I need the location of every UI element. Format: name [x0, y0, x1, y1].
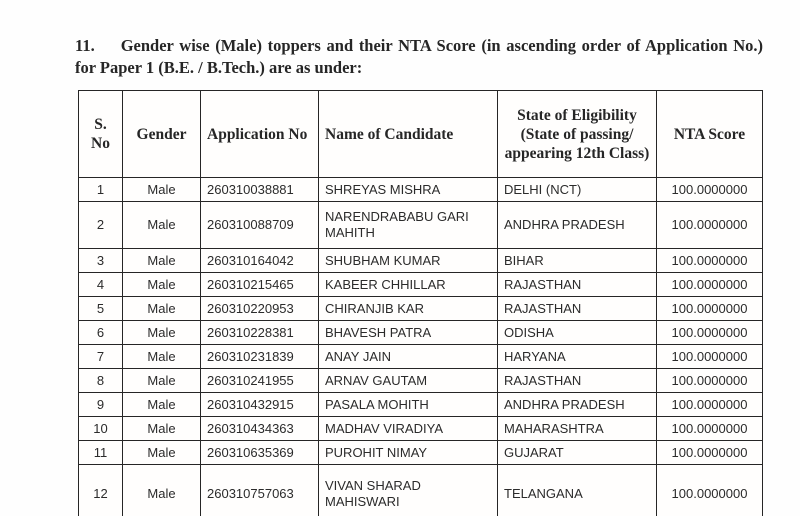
- cell-sno: 5: [79, 297, 123, 321]
- cell-sno: 4: [79, 273, 123, 297]
- cell-sno: 3: [79, 249, 123, 273]
- header-cell-sno: S. No: [79, 91, 123, 178]
- cell-candidate-name: CHIRANJIB KAR: [319, 297, 498, 321]
- table-header-row: [79, 91, 763, 178]
- cell-application-no: 260310215465: [201, 273, 319, 297]
- cell-candidate-name: KABEER CHHILLAR: [319, 273, 498, 297]
- cell-application-no: 260310432915: [201, 393, 319, 417]
- cell-nta-score: 100.0000000: [657, 441, 763, 465]
- cell-gender: Male: [123, 202, 201, 249]
- table-row: [79, 178, 763, 202]
- cell-state: BIHAR: [498, 249, 657, 273]
- cell-application-no: 260310757063: [201, 465, 319, 516]
- table-row: [79, 249, 763, 273]
- cell-candidate-name: VIVAN SHARAD MAHISWARI: [319, 465, 498, 516]
- cell-candidate-name: PUROHIT NIMAY: [319, 441, 498, 465]
- cell-nta-score: 100.0000000: [657, 249, 763, 273]
- cell-state: ODISHA: [498, 321, 657, 345]
- cell-application-no: 260310220953: [201, 297, 319, 321]
- table-row: [79, 297, 763, 321]
- cell-sno: 1: [79, 178, 123, 202]
- cell-nta-score: 100.0000000: [657, 465, 763, 516]
- cell-nta-score: 100.0000000: [657, 321, 763, 345]
- table-row: [79, 369, 763, 393]
- cell-gender: Male: [123, 273, 201, 297]
- cell-state: RAJASTHAN: [498, 297, 657, 321]
- cell-candidate-name: BHAVESH PATRA: [319, 321, 498, 345]
- cell-nta-score: 100.0000000: [657, 393, 763, 417]
- table-row: [79, 393, 763, 417]
- cell-sno: 6: [79, 321, 123, 345]
- cell-nta-score: 100.0000000: [657, 369, 763, 393]
- cell-nta-score: 100.0000000: [657, 345, 763, 369]
- section-heading: [75, 35, 763, 79]
- cell-sno: 8: [79, 369, 123, 393]
- cell-gender: Male: [123, 178, 201, 202]
- table-row: [79, 202, 763, 249]
- cell-state: RAJASTHAN: [498, 369, 657, 393]
- cell-application-no: 260310434363: [201, 417, 319, 441]
- cell-application-no: 260310038881: [201, 178, 319, 202]
- table-row: [79, 321, 763, 345]
- table-row: [79, 273, 763, 297]
- cell-candidate-name: SHREYAS MISHRA: [319, 178, 498, 202]
- cell-state: ANDHRA PRADESH: [498, 393, 657, 417]
- section-heading-text: Gender wise (Male) toppers and their NTA Score (in ascending order of Application No.) for Paper 1 (B.E. / B.Tech.) are as under:: [75, 35, 763, 77]
- cell-gender: Male: [123, 345, 201, 369]
- cell-gender: Male: [123, 465, 201, 516]
- cell-nta-score: 100.0000000: [657, 273, 763, 297]
- cell-state: TELANGANA: [498, 465, 657, 516]
- cell-gender: Male: [123, 369, 201, 393]
- cell-state: RAJASTHAN: [498, 273, 657, 297]
- cell-gender: Male: [123, 249, 201, 273]
- toppers-table: [78, 90, 763, 516]
- header-cell-application-no: Application No: [201, 91, 319, 178]
- cell-candidate-name: ARNAV GAUTAM: [319, 369, 498, 393]
- cell-state: MAHARASHTRA: [498, 417, 657, 441]
- cell-candidate-name: PASALA MOHITH: [319, 393, 498, 417]
- cell-nta-score: 100.0000000: [657, 178, 763, 202]
- cell-application-no: 260310088709: [201, 202, 319, 249]
- section-number: 11.: [75, 35, 95, 55]
- cell-nta-score: 100.0000000: [657, 202, 763, 249]
- cell-candidate-name: ANAY JAIN: [319, 345, 498, 369]
- cell-application-no: 260310164042: [201, 249, 319, 273]
- cell-gender: Male: [123, 297, 201, 321]
- cell-application-no: 260310228381: [201, 321, 319, 345]
- cell-candidate-name: NARENDRABABU GARI MAHITH: [319, 202, 498, 249]
- cell-sno: 9: [79, 393, 123, 417]
- cell-application-no: 260310635369: [201, 441, 319, 465]
- table-row: [79, 417, 763, 441]
- table-row: [79, 465, 763, 516]
- cell-state: ANDHRA PRADESH: [498, 202, 657, 249]
- cell-sno: 2: [79, 202, 123, 249]
- cell-candidate-name: MADHAV VIRADIYA: [319, 417, 498, 441]
- table-row: [79, 441, 763, 465]
- cell-gender: Male: [123, 417, 201, 441]
- cell-sno: 10: [79, 417, 123, 441]
- cell-sno: 11: [79, 441, 123, 465]
- cell-state: GUJARAT: [498, 441, 657, 465]
- cell-sno: 7: [79, 345, 123, 369]
- cell-nta-score: 100.0000000: [657, 297, 763, 321]
- cell-gender: Male: [123, 393, 201, 417]
- cell-sno: 12: [79, 465, 123, 516]
- cell-gender: Male: [123, 441, 201, 465]
- header-cell-nta-score: NTA Score: [657, 91, 763, 178]
- cell-state: HARYANA: [498, 345, 657, 369]
- cell-application-no: 260310231839: [201, 345, 319, 369]
- header-cell-candidate-name: Name of Candidate: [319, 91, 498, 178]
- header-cell-gender: Gender: [123, 91, 201, 178]
- cell-candidate-name: SHUBHAM KUMAR: [319, 249, 498, 273]
- cell-state: DELHI (NCT): [498, 178, 657, 202]
- cell-application-no: 260310241955: [201, 369, 319, 393]
- cell-nta-score: 100.0000000: [657, 417, 763, 441]
- table-row: [79, 345, 763, 369]
- cell-gender: Male: [123, 321, 201, 345]
- header-cell-state-of-eligibility: State of Eligibility (State of passing/ appearing 12th Class): [498, 91, 657, 178]
